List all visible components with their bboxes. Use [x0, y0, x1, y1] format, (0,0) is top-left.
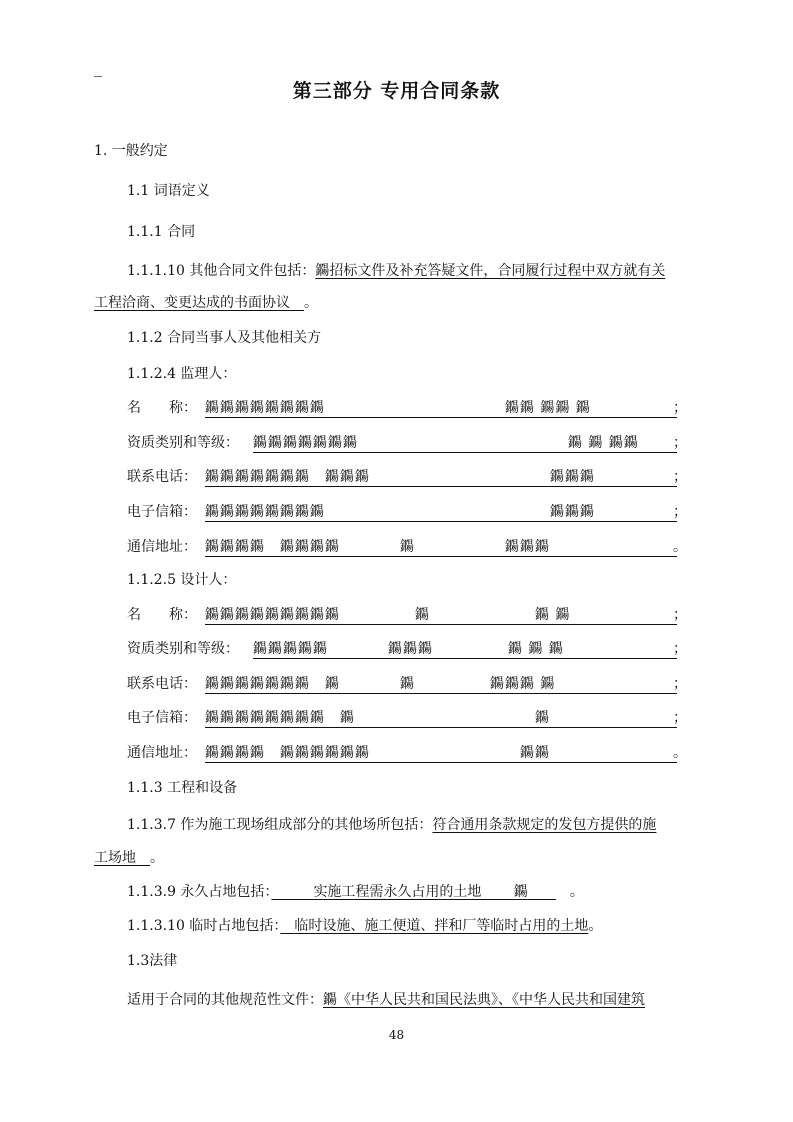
field-value: 鐊鐊鐊鐊鐊鐊鐊鐊 鐊 鐊 — [205, 708, 677, 728]
temporary-land-value: 临时设施、施工便道、拌和厂等临时占用的土地 — [294, 918, 589, 934]
field-value: 鐊鐊鐊鐊鐊鐊鐊 鐊鐊鐊 鐊鐊鐊 — [205, 467, 677, 487]
section-contract: 1.1.1 合同 — [127, 224, 196, 240]
field-label: 资质类别和等级： — [127, 641, 239, 657]
supervisor-email-field: 电子信箱： 鐊鐊鐊鐊鐊鐊鐊鐊 鐊鐊鐊 ； — [127, 504, 687, 520]
field-label: 通信地址： — [127, 745, 197, 761]
section-law: 1.3法律 — [127, 953, 178, 969]
designer-phone-field: 联系电话： 鐊鐊鐊鐊鐊鐊鐊 鐊 鐊 鐊鐊鐊 鐊 ； — [127, 676, 687, 692]
other-docs-line-2 — [94, 293, 318, 313]
temporary-land-label: 1.1.3.10 临时占地包括： — [127, 918, 281, 934]
designer-email-field: 电子信箱： 鐊鐊鐊鐊鐊鐊鐊鐊 鐊 鐊 ； — [127, 710, 687, 726]
page-title: 第三部分 专用合同条款 — [292, 80, 501, 102]
supervisor-name-field: 名 称： 鐊鐊鐊鐊鐊鐊鐊鐊 鐊鐊 鐊鐊 鐊 ； — [127, 400, 687, 416]
page-number: 48 — [388, 1028, 405, 1042]
other-sites-value-cont: 工场地 — [94, 850, 136, 866]
section-general: 1. 一般约定 — [94, 143, 168, 159]
field-label: 联系电话： — [127, 676, 197, 692]
temporary-land-line — [127, 916, 602, 936]
designer-name-field: 名 称： 鐊鐊鐊鐊鐊鐊鐊鐊鐊 鐊 鐊 鐊 ； — [127, 607, 687, 623]
other-docs-value: 鐊招标文件及补充答疑文件，合同履行过程中双方就有关 — [315, 263, 666, 279]
temporary-land-end: 。 — [588, 918, 603, 934]
designer-qualification-field: 资质类别和等级： 鐊鐊鐊鐊鐊 鐊鐊鐊 鐊 鐊 鐊 ； — [127, 641, 687, 657]
law-text-value: 鐊《中华人民共和国民法典》、《中华人民共和国建筑 — [323, 992, 645, 1008]
field-label: 联系电话： — [127, 469, 197, 485]
other-docs-line — [127, 261, 665, 281]
law-text-label: 适用于合同的其他规范性文件： — [127, 992, 323, 1008]
designer-address-field: 通信地址： 鐊鐊鐊鐊 鐊鐊鐊鐊鐊鐊 鐊鐊 。 — [127, 745, 687, 761]
section-definitions: 1.1 词语定义 — [127, 183, 210, 199]
supervisor-qualification-field: 资质类别和等级： 鐊鐊鐊鐊鐊鐊鐊 鐊 鐊 鐊鐊 ； — [127, 435, 687, 451]
field-label: 名 称： — [127, 607, 197, 623]
other-docs-end: 。 — [304, 295, 318, 311]
section-works: 1.1.3 工程和设备 — [127, 780, 238, 796]
section-supervisor: 1.1.2.4 监理人： — [127, 366, 237, 382]
field-value: 鐊鐊鐊鐊鐊 鐊鐊鐊 鐊 鐊 鐊 — [253, 639, 677, 659]
other-sites-end: 。 — [150, 850, 164, 866]
supervisor-address-field: 通信地址： 鐊鐊鐊鐊 鐊鐊鐊鐊 鐊 鐊鐊鐊 。 — [127, 539, 687, 555]
field-value: 鐊鐊鐊鐊鐊鐊鐊鐊鐊 鐊 鐊 鐊 — [205, 605, 677, 625]
field-value: 鐊鐊鐊鐊鐊鐊鐊 鐊 鐊 鐊鐊鐊 鐊 — [205, 674, 677, 694]
law-text-line — [127, 990, 645, 1010]
field-value: 鐊鐊鐊鐊鐊鐊鐊 鐊 鐊 鐊鐊 — [253, 433, 677, 453]
field-label: 通信地址： — [127, 539, 197, 555]
other-sites-label: 1.1.3.7 作为施工现场组成部分的其他场所包括： — [127, 817, 433, 833]
permanent-land-line — [127, 882, 584, 902]
field-value: 鐊鐊鐊鐊 鐊鐊鐊鐊鐊鐊 鐊鐊 — [205, 743, 677, 763]
permanent-land-value: 实施工程需永久占用的土地 鐊 — [313, 884, 528, 900]
supervisor-phone-field: 联系电话： 鐊鐊鐊鐊鐊鐊鐊 鐊鐊鐊 鐊鐊鐊 ； — [127, 469, 687, 485]
other-sites-line-2 — [94, 848, 164, 868]
section-parties: 1.1.2 合同当事人及其他相关方 — [127, 330, 322, 346]
field-label: 名 称： — [127, 400, 197, 416]
other-sites-value: 符合通用条款规定的发包方提供的施 — [432, 817, 657, 833]
permanent-land-end: 。 — [569, 884, 584, 900]
field-label: 资质类别和等级： — [127, 435, 239, 451]
field-value: 鐊鐊鐊鐊鐊鐊鐊鐊 鐊鐊鐊 — [205, 502, 677, 522]
other-docs-label: 1.1.1.10 其他合同文件包括： — [127, 263, 316, 279]
field-value: 鐊鐊鐊鐊鐊鐊鐊鐊 鐊鐊 鐊鐊 鐊 — [205, 398, 677, 418]
field-label: 电子信箱： — [127, 504, 197, 520]
permanent-land-label: 1.1.3.9 永久占地包括： — [127, 884, 272, 900]
field-value: 鐊鐊鐊鐊 鐊鐊鐊鐊 鐊 鐊鐊鐊 — [205, 537, 677, 557]
section-designer: 1.1.2.5 设计人： — [127, 572, 237, 588]
corner-mark: _ — [94, 58, 102, 77]
other-sites-line — [127, 815, 656, 835]
other-docs-value-cont: 工程洽商、变更达成的书面协议 — [94, 295, 290, 311]
field-label: 电子信箱： — [127, 710, 197, 726]
